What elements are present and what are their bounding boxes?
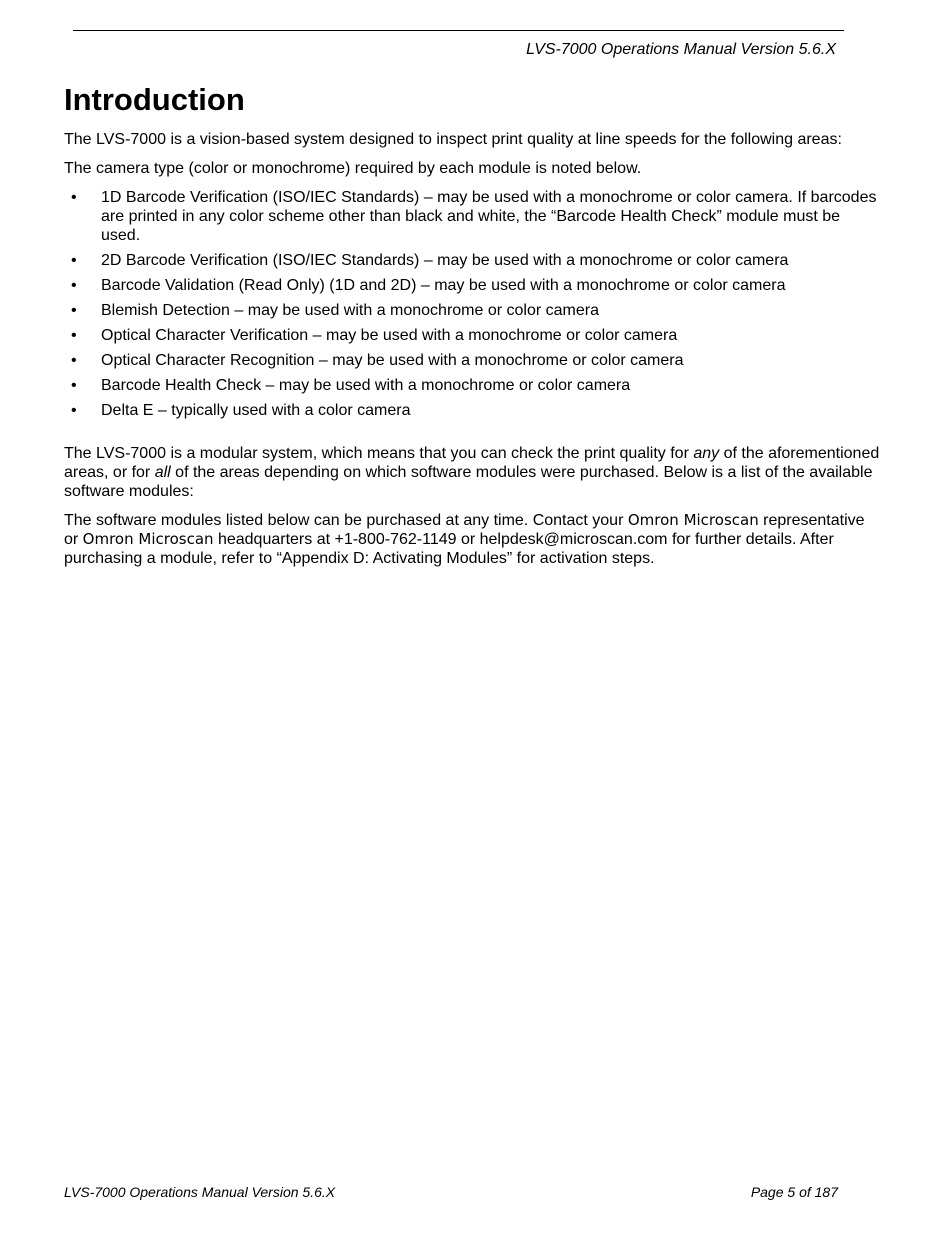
module-list — [64, 188, 882, 420]
text-run: of the areas depending on which software modules were purchased. Below is a list of the available software modules: — [64, 464, 873, 500]
list-item — [64, 301, 882, 320]
list-item — [64, 351, 882, 370]
footer-document-title: LVS-7000 Operations Manual Version 5.6.X — [64, 1184, 336, 1200]
list-item-text: Delta E – typically used with a color camera — [101, 402, 411, 419]
bullet-icon: • — [71, 189, 77, 206]
list-item-text: Blemish Detection – may be used with a monochrome or color camera — [101, 302, 599, 319]
brand-name: Omron Microscan — [627, 511, 759, 529]
section-title: Introduction — [64, 82, 245, 117]
modular-paragraph — [64, 444, 882, 501]
text-run: The LVS-7000 is a modular system, which means that you can check the print quality for — [64, 445, 694, 462]
text-run: headquarters at +1-800-762-1149 or helpdesk@microscan.com for further details. After purchasing a module, refer to “Appendix D: Activating Modules” for activation steps. — [64, 531, 834, 567]
page-content — [64, 82, 882, 578]
list-item-text: Optical Character Recognition – may be used with a monochrome or color camera — [101, 352, 684, 369]
bullet-icon: • — [71, 352, 77, 369]
list-item — [64, 188, 882, 245]
emphasis-any: any — [693, 445, 720, 462]
bullet-icon: • — [71, 302, 77, 319]
list-item-text: Barcode Validation (Read Only) (1D and 2D) – may be used with a monochrome or color camera — [101, 277, 786, 294]
intro-paragraph-1: The LVS-7000 is a vision-based system designed to inspect print quality at line speeds for the following areas: — [64, 131, 842, 148]
contact-paragraph — [64, 511, 882, 568]
bullet-icon: • — [71, 277, 77, 294]
list-item — [64, 376, 882, 395]
bullet-icon: • — [71, 402, 77, 419]
bullet-icon: • — [71, 252, 77, 269]
header-rule — [73, 30, 844, 31]
bullet-icon: • — [71, 327, 77, 344]
text-run: representative or — [64, 512, 865, 548]
list-item-text: Optical Character Verification – may be used with a monochrome or color camera — [101, 327, 678, 344]
list-item — [64, 276, 882, 295]
list-item — [64, 251, 882, 270]
bullet-icon: • — [71, 377, 77, 394]
spacer — [64, 426, 882, 444]
brand-name: Omron Microscan — [82, 530, 214, 548]
list-item-text: Barcode Health Check – may be used with a monochrome or color camera — [101, 377, 631, 394]
list-item-text: 1D Barcode Verification (ISO/IEC Standards) – may be used with a monochrome or color camera. If barcodes are printed in any color scheme other than black and white, the “Barcode Health Check” module must be used. — [101, 189, 877, 244]
list-item — [64, 326, 882, 345]
text-run: The software modules listed below can be purchased at any time. Contact your — [64, 512, 628, 529]
list-item — [64, 401, 882, 420]
list-item-text: 2D Barcode Verification (ISO/IEC Standards) – may be used with a monochrome or color camera — [101, 252, 789, 269]
emphasis-all: all — [154, 464, 171, 481]
text-run: of the aforementioned areas, or for — [64, 445, 880, 481]
running-header-title: LVS-7000 Operations Manual Version 5.6.X — [526, 41, 836, 58]
intro-paragraph-2: The camera type (color or monochrome) required by each module is noted below. — [64, 160, 642, 177]
footer-page-number: Page 5 of 187 — [750, 1184, 838, 1200]
